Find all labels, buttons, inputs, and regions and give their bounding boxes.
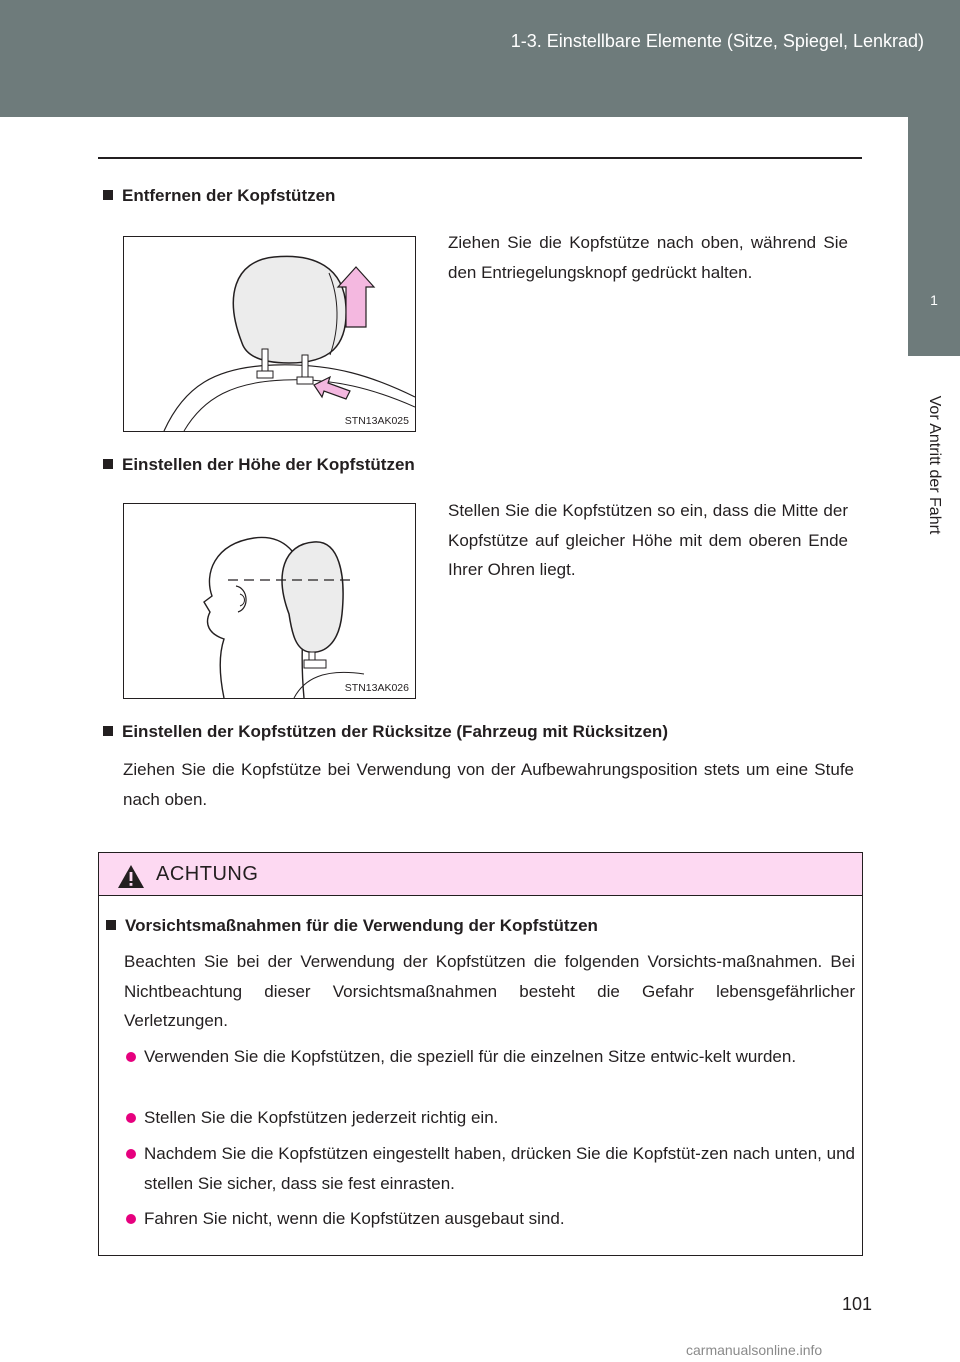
headrest-height-illustration	[124, 504, 415, 698]
warning-bullet: Verwenden Sie die Kopfstützen, die speziell für die einzelnen Sitze entwic-kelt wurden.	[126, 1042, 855, 1072]
header-band	[0, 0, 960, 117]
side-tab-strip	[908, 117, 960, 246]
headrest-remove-illustration	[124, 237, 415, 431]
section-text-rear: Ziehen Sie die Kopfstütze bei Verwendung von der Aufbewahrungsposition stets um eine Stufe nach oben.	[123, 760, 854, 809]
figure-headrest-height	[123, 503, 416, 699]
chapter-title: Vor Antritt der Fahrt	[926, 395, 943, 535]
top-rule	[98, 157, 862, 159]
bullet-dot-icon	[126, 1113, 136, 1123]
bullet-dot-icon	[126, 1214, 136, 1224]
warning-header	[99, 853, 862, 896]
section-heading-height: Einstellen der Höhe der Kopfstützen	[103, 455, 415, 475]
warning-triangle-icon	[117, 864, 145, 889]
bullet-dot-icon	[126, 1052, 136, 1062]
watermark[interactable]: carmanualsonline.info	[686, 1342, 823, 1358]
warning-bullet: Nachdem Sie die Kopfstützen eingestellt haben, drücken Sie die Kopfstüt-zen nach unten, und stellen Sie sicher, dass sie fest einrasten.	[126, 1139, 855, 1198]
warning-box	[98, 852, 863, 1256]
section-text-remove: Ziehen Sie die Kopfstütze nach oben, während Sie den Entriegelungsknopf gedrückt halten.	[448, 233, 848, 282]
section-heading-rear: Einstellen der Kopfstützen der Rücksitze (Fahrzeug mit Rücksitzen)	[103, 722, 668, 742]
chapter-number: 1	[930, 292, 938, 308]
warning-bullet: Stellen Sie die Kopfstützen jederzeit richtig ein.	[126, 1103, 855, 1133]
section-heading-remove: Entfernen der Kopfstützen	[103, 186, 335, 206]
page-number: 101	[842, 1294, 873, 1314]
warning-title: ACHTUNG	[156, 863, 259, 885]
chapter-tab[interactable]	[908, 246, 960, 356]
figure-headrest-remove	[123, 236, 416, 432]
header-title: 1-3. Einstellbare Elemente (Sitze, Spiegel, Lenkrad)	[510, 31, 924, 51]
warning-heading: Vorsichtsmaßnahmen für die Verwendung der Kopfstützen	[106, 916, 598, 936]
section-text-height: Stellen Sie die Kopfstützen so ein, dass die Mitte der Kopfstütze auf gleicher Höhe mit dem oberen Ende Ihrer Ohren liegt.	[448, 501, 848, 579]
warning-text: Beachten Sie bei der Verwendung der Kopfstützen die folgenden Vorsichts-maßnahmen. Bei Nichtbeachtung dieser Vorsichtsmaßnahmen besteht die Gefahr lebensgefährlicher Verletzungen.	[124, 952, 855, 1030]
warning-bullet: Fahren Sie nicht, wenn die Kopfstützen ausgebaut sind.	[126, 1204, 855, 1234]
bullet-dot-icon	[126, 1149, 136, 1159]
figure-label: STN13AK025	[344, 415, 409, 427]
figure-label: STN13AK026	[344, 682, 409, 694]
